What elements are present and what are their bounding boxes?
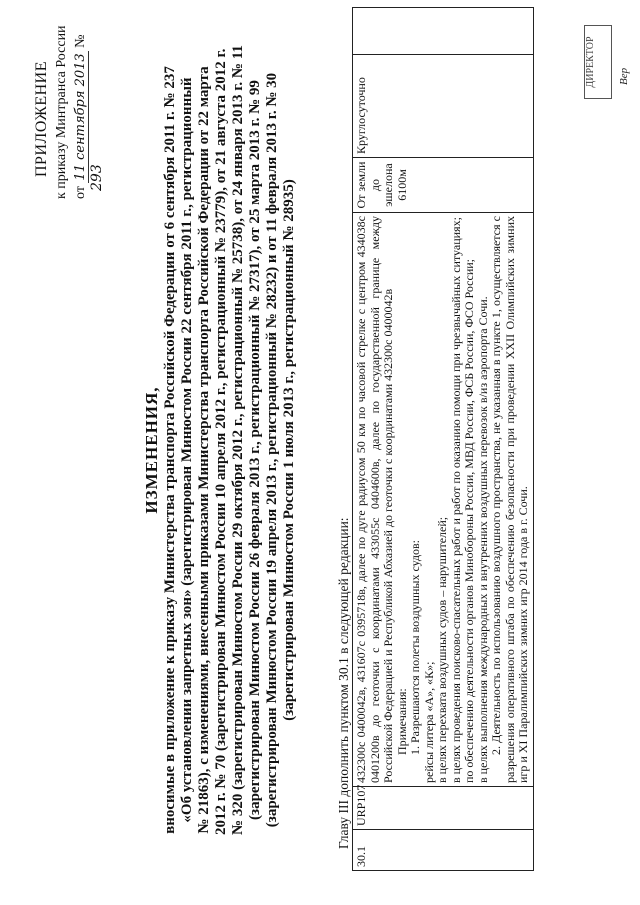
signature: Вер <box>618 67 630 85</box>
appendix-from-label: от <box>73 186 88 199</box>
zone-table <box>352 7 534 871</box>
heading-line: 2012 г. № 70 (зарегистрирован Минюстом России 10 апреля 2012 г., регистрационный № 23779), от 21 августа 2012 г. <box>213 48 229 835</box>
director-stamp: ДИРЕКТОР <box>584 25 612 99</box>
desc-note: 2. Деятельность по использованию воздушного пространства, не указанная в пункте 1, осуществляется с разрешения оперативного штаба по обеспечению безопасности при проведении XXII Олимпийских зимних игр и XI Паралимпийских зимних игр 2014 года в г. Сочи. <box>489 216 530 783</box>
heading-line: «Об установлении запретных зон» (зарегистрирован Минюстом России 22 сентября 2011 г., регистрационный <box>179 77 195 823</box>
zone-description <box>353 213 534 787</box>
altitude-limits: От земли до эшелона 6100м <box>353 158 534 213</box>
desc-coordinates: 432300с 0400042в, 431607с 0395718в, далее по дуге радиусом 50 км по часовой стрелке с центром 434038с 0401200в до геоточки с координатами 433055с 0404600в, далее по государственной границе между Российской Федерацией и Республикой Абхазией до геоточки с координатами 432300с 0400042в <box>354 216 395 783</box>
desc-note: 1. Разрешаются полеты воздушных судов: <box>408 539 422 755</box>
heading-line: (зарегистрирован Минюстом России 26 февраля 2013 г., регистрационный № 27317), от 25 марта 2013 г. № 99 <box>247 80 263 820</box>
heading-line: № 21863), с изменениями, внесенными приказами Министерства транспорта Российской Федерации от 22 марта <box>196 66 212 834</box>
appendix-number-label: № <box>73 34 88 48</box>
desc-note: в целях выполнения международных и внутренних воздушных перевозок в/из аэропорта Сочи. <box>475 296 490 783</box>
desc-note: в целях перехвата воздушных судов – нарушителей; <box>435 516 449 783</box>
appendix-title: ПРИЛОЖЕНИЕ <box>33 60 50 177</box>
desc-notes-label: Примечания: <box>394 688 409 755</box>
changes-heading <box>142 45 298 835</box>
heading-line: вносимые в приложение к приказу Министерства транспорта Российской Федерации от 6 сентября 2011 г. № 237 <box>162 66 178 834</box>
appendix-order-line: к приказу Минтранса России <box>54 25 69 199</box>
handwritten-number: 293 <box>89 164 105 191</box>
desc-note: в целях проведения поисково-спасательных работ и работ по оказанию помощи при чрезвычайных ситуациях; <box>448 217 463 783</box>
desc-note: по обеспечению деятельности органов Минобороны России, МВД России, ФСБ России, ФСО России; <box>462 258 476 783</box>
row-number: 30.1 <box>353 830 534 871</box>
heading-line: № 320 (зарегистрирован Минюстом России 29 октября 2012 г., регистрационный № 25738), от 24 января 2013 г. № 11 <box>230 45 246 835</box>
intro-text: Главу III дополнить пунктом 30.1 в следующей редакции: <box>336 517 351 849</box>
heading-title: ИЗМЕНЕНИЯ, <box>142 386 161 514</box>
heading-line: (зарегистрирован Минюстом России 1 июля 2013 г., регистрационный № 28935) <box>281 179 297 721</box>
operating-time: Круглосуточно <box>353 55 534 158</box>
handwritten-date: 11 сентября 2013 <box>73 53 88 181</box>
empty-cell <box>353 8 534 55</box>
heading-line: (зарегистрирован Минюстом России 19 апреля 2013 г., регистрационный № 28232) и от 11 февраля 2013 г. № 30 <box>264 72 280 828</box>
desc-note: рейсы литера «А», «К»; <box>421 661 436 783</box>
zone-code: URP107 <box>353 787 534 830</box>
table-row <box>353 8 534 871</box>
appendix-date-line <box>73 0 106 199</box>
